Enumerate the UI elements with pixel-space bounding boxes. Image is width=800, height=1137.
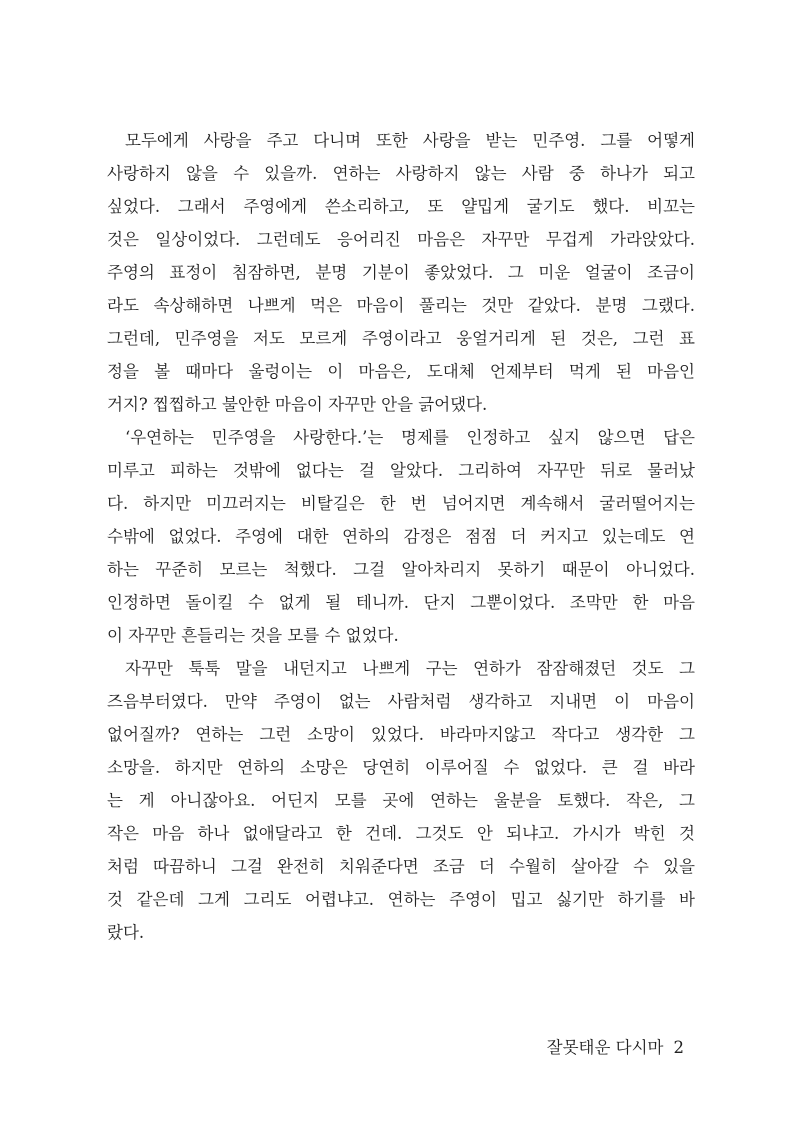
- paragraph-2-line-3: 다. 하지만 미끄러지는 비탈길은 한 번 넘어지면 계속해서 굴러떨어지는: [107, 494, 695, 513]
- paragraph-3-line-2: 즈음부터였다. 만약 주영이 없는 사람처럼 생각하고 지내면 이 마음이: [107, 692, 695, 711]
- paragraph-3-line-3: 없어질까? 연하는 그런 소망이 있었다. 바라마지않고 작다고 생각한 그: [107, 725, 695, 744]
- footer-title: 잘못태운 다시마: [546, 1038, 664, 1057]
- paragraph-2-line-1: ‘우연하는 민주영을 사랑한다.’는 명제를 인정하고 싶지 않으면 답은: [125, 428, 695, 447]
- paragraph-1-line-7: 그런데, 민주영을 저도 모르게 주영이라고 웅얼거리게 된 것은, 그런 표: [107, 329, 695, 348]
- paragraph-3-line-4: 소망을. 하지만 연하의 소망은 당연히 이루어질 수 없었다. 큰 걸 바라: [107, 758, 695, 777]
- paragraph-1-line-9: 거지? 찝찝하고 불안한 마음이 자꾸만 안을 긁어댔다.: [107, 395, 488, 414]
- paragraph-3-line-9: 랐다.: [107, 923, 145, 942]
- paragraph-3-line-7: 처럼 따끔하니 그걸 완전히 치워준다면 조금 더 수월히 살아갈 수 있을: [107, 857, 695, 876]
- paragraph-2-line-5: 하는 꾸준히 모르는 척했다. 그걸 알아차리지 못하기 때문이 아니었다.: [107, 560, 695, 579]
- paragraph-1-line-8: 정을 볼 때마다 울렁이는 이 마음은, 도대체 언제부터 먹게 된 마음인: [107, 362, 695, 381]
- paragraph-2-line-2: 미루고 피하는 것밖에 없다는 걸 알았다. 그리하여 자꾸만 뒤로 물러났: [107, 461, 695, 480]
- body-text: [107, 124, 695, 949]
- page-number: 2: [673, 1038, 684, 1057]
- paragraph-3-line-1: 자꾸만 툭툭 말을 내던지고 나쁘게 구는 연하가 잠잠해졌던 것도 그: [125, 659, 695, 678]
- paragraph-1-line-5: 주영의 표정이 침잠하면, 분명 기분이 좋았었다. 그 미운 얼굴이 조금이: [107, 263, 695, 282]
- page-footer: [547, 1034, 684, 1058]
- paragraph-2-line-4: 수밖에 없었다. 주영에 대한 연하의 감정은 점점 더 커지고 있는데도 연: [107, 527, 695, 546]
- paragraph-3-line-5: 는 게 아니잖아요. 어딘지 모를 곳에 연하는 울분을 토했다. 작은, 그: [107, 791, 695, 810]
- paragraph-1-line-6: 라도 속상해하면 나쁘게 먹은 마음이 풀리는 것만 같았다. 분명 그랬다.: [107, 296, 695, 315]
- paragraph-2-line-7: 이 자꾸만 흔들리는 것을 모를 수 없었다.: [107, 626, 399, 645]
- paragraph-3-line-6: 작은 마음 하나 없애달라고 한 건데. 그것도 안 되냐고. 가시가 박힌 것: [107, 824, 695, 843]
- paragraph-1-line-3: 싶었다. 그래서 주영에게 쓴소리하고, 또 얄밉게 굴기도 했다. 비꼬는: [107, 197, 695, 216]
- paragraph-2-line-6: 인정하면 돌이킬 수 없게 될 테니까. 단지 그뿐이었다. 조막만 한 마음: [107, 593, 695, 612]
- paragraph-3-line-8: 것 같은데 그게 그리도 어렵냐고. 연하는 주영이 밉고 싫기만 하기를 바: [107, 890, 695, 909]
- paragraph-1-line-1: 모두에게 사랑을 주고 다니며 또한 사랑을 받는 민주영. 그를 어떻게: [125, 131, 695, 150]
- paragraph-1-line-2: 사랑하지 않을 수 있을까. 연하는 사랑하지 않는 사람 중 하나가 되고: [107, 164, 695, 183]
- paragraph-1-line-4: 것은 일상이었다. 그런데도 응어리진 마음은 자꾸만 무겁게 가라앉았다.: [107, 230, 695, 249]
